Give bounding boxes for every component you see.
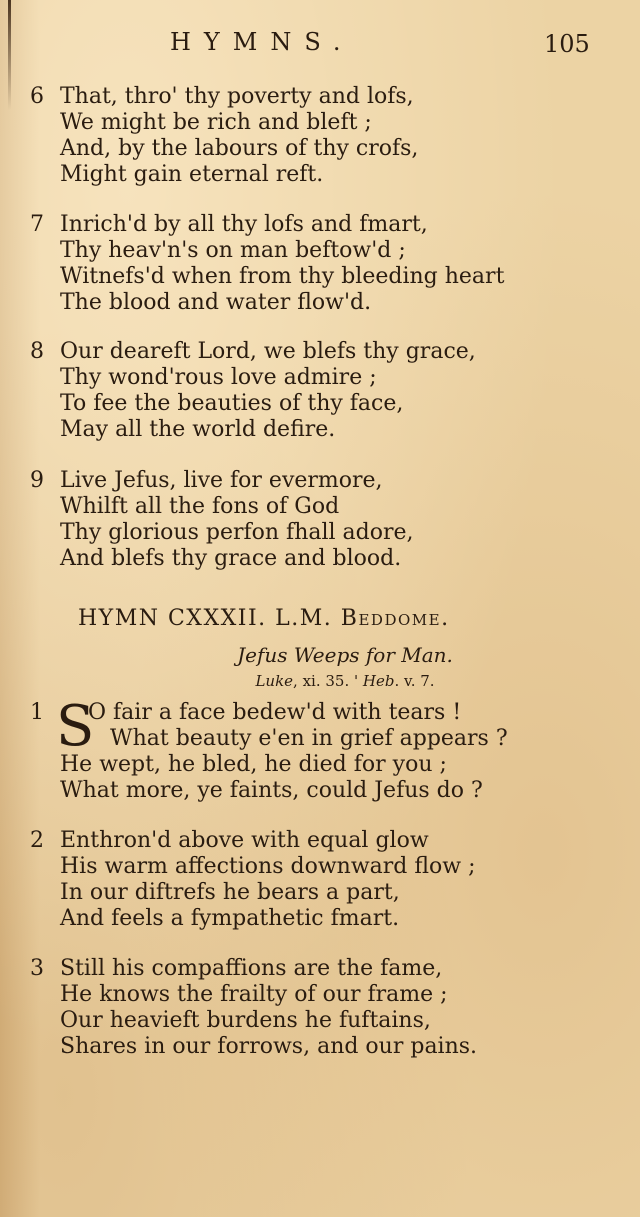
hymn-stanza-3 bbox=[30, 956, 477, 1060]
verse-line: And blefs thy grace and blood. bbox=[60, 546, 402, 571]
verse-line: The blood and water flow'd. bbox=[60, 290, 372, 315]
verse-line: Thy glorious perfon fhall adore, bbox=[60, 520, 414, 545]
verse-line: Our heavieft burdens he fuftains, bbox=[60, 1008, 431, 1033]
verse-line: 2 Enthron'd above with equal glow bbox=[30, 828, 429, 853]
verse-line: His warm affections downward flow ; bbox=[60, 854, 476, 879]
verse-line: He wept, he bled, he died for you ; bbox=[60, 752, 447, 777]
drop-cap: S bbox=[56, 694, 95, 759]
verse-line: 8 Our deareft Lord, we blefs thy grace, bbox=[30, 339, 476, 364]
verse-line: What beauty e'en in grief appears ? bbox=[110, 726, 508, 751]
stanza-number: 8 bbox=[30, 339, 44, 364]
verse-line: Whilft all the fons of God bbox=[60, 494, 340, 519]
stanza-number: 9 bbox=[30, 468, 44, 493]
hymn-subtitle: Jefus Weeps for Man. bbox=[237, 643, 453, 667]
stanza-number: 2 bbox=[30, 828, 44, 853]
hymn-stanza-2 bbox=[30, 828, 476, 932]
hymn-title bbox=[78, 606, 450, 631]
verse-line: Might gain eternal reft. bbox=[60, 162, 324, 187]
reference-book: Luke bbox=[255, 672, 294, 690]
running-head: HYMNS. bbox=[170, 28, 354, 56]
verse-text: O fair a face bedew'd with tears ! bbox=[88, 700, 462, 725]
verse-line: 9 Live Jefus, live for evermore, bbox=[30, 468, 383, 493]
verse-line: He knows the frailty of our frame ; bbox=[60, 982, 448, 1007]
stanza-number: 1 bbox=[30, 700, 44, 725]
page-number: 105 bbox=[544, 30, 590, 58]
stanza-number: 6 bbox=[30, 84, 44, 109]
page-gutter-shadow bbox=[8, 0, 11, 110]
stanza-number: 7 bbox=[30, 212, 44, 237]
stanza-8 bbox=[30, 339, 476, 443]
verse-line: To fee the beauties of thy face, bbox=[60, 391, 404, 416]
reference-citation: , xi. 35. ' bbox=[293, 672, 359, 690]
stanza-9 bbox=[30, 468, 414, 572]
reference-citation: . v. 7. bbox=[394, 672, 435, 690]
verse-line: Thy wond'rous love admire ; bbox=[60, 365, 377, 390]
verse-line: In our diftrefs he bears a part, bbox=[60, 880, 400, 905]
verse-line: We might be rich and bleft ; bbox=[60, 110, 372, 135]
verse-line: Thy heav'n's on man beftow'd ; bbox=[60, 238, 406, 263]
verse-line: May all the world defire. bbox=[60, 417, 336, 442]
hymn-stanza-1 bbox=[30, 694, 508, 804]
stanza-7 bbox=[30, 212, 504, 316]
verse-line: Shares in our forrows, and our pains. bbox=[60, 1034, 478, 1059]
verse-line: And feels a fympathetic fmart. bbox=[60, 906, 400, 931]
verse-line: 7 Inrich'd by all thy lofs and fmart, bbox=[30, 212, 428, 237]
reference-book: Heb bbox=[362, 672, 395, 690]
verse-line: 6 That, thro' thy poverty and lofs, bbox=[30, 84, 414, 109]
verse-line: 3 Still his compaffions are the fame, bbox=[30, 956, 443, 981]
hymn-author: Beddome. bbox=[340, 606, 450, 631]
hymn-number: HYMN CXXXII. L.M. bbox=[78, 606, 333, 631]
verse-line: Witnefs'd when from thy bleeding heart bbox=[60, 264, 505, 289]
scripture-references bbox=[0, 672, 640, 690]
stanza-6 bbox=[30, 84, 418, 188]
stanza-number: 3 bbox=[30, 956, 44, 981]
verse-line: And, by the labours of thy crofs, bbox=[60, 136, 419, 161]
verse-line: What more, ye faints, could Jefus do ? bbox=[60, 778, 483, 803]
